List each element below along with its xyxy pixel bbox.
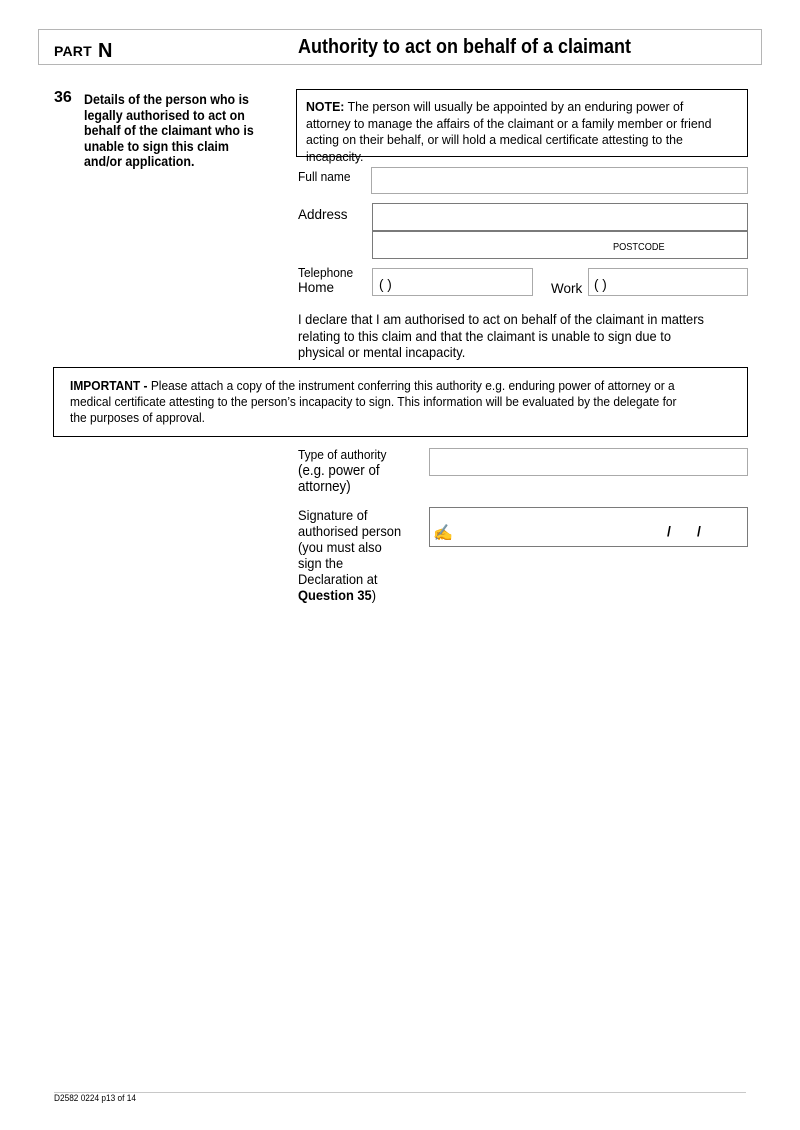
footer-divider: [54, 1092, 746, 1093]
declaration-text: I declare that I am authorised to act on behalf of the claimant in matters relating to this claim and that the claimant is unable to sign due to physical or mental incapacity.: [298, 311, 704, 360]
note-bold: NOTE:: [306, 99, 345, 114]
full-name-field[interactable]: [371, 167, 748, 194]
question-35-ref: Question 35: [298, 587, 372, 603]
question-text: Details of the person who is legally authorised to act on behalf of the claimant who is unable to sign this claim and/or application.: [84, 92, 254, 169]
home-phone-field[interactable]: [372, 268, 533, 296]
home-area-code-parens: ( ): [379, 277, 392, 292]
footer-code: D2582 0224 p13 of 14: [54, 1093, 136, 1103]
telephone-label: Telephone: [298, 265, 354, 280]
important-bold: IMPORTANT -: [70, 378, 148, 393]
work-area-code-parens: ( ): [594, 277, 607, 292]
work-phone-field[interactable]: [588, 268, 748, 296]
signature-label: Signature of authorised person (you must also sign the Declaration at Question 35): [298, 507, 402, 603]
part-label: PART N: [54, 40, 113, 62]
question-number: 36: [54, 89, 72, 106]
part-title: Authority to act on behalf of a claimant: [298, 36, 632, 58]
type-of-authority-label: Type of authority (e.g. power of attorney): [298, 447, 387, 495]
full-name-label: Full name: [298, 169, 351, 184]
address-label: Address: [298, 207, 348, 222]
address-line1-field[interactable]: [372, 203, 748, 231]
note-text: NOTE: The person will usually be appointed by an enduring power of attorney to manage the affairs of the claimant or a family member or friend acting on their behalf, or will hold a medical certificate attesting to the incapacity.: [306, 99, 712, 164]
type-of-authority-field[interactable]: [429, 448, 748, 476]
postcode-label: POSTCODE: [613, 242, 665, 253]
address-line2-field[interactable]: [372, 231, 748, 259]
home-label: Home: [298, 280, 335, 295]
part-letter: N: [97, 40, 113, 62]
important-text: IMPORTANT - Please attach a copy of the instrument conferring this authority e.g. enduring power of attorney or a medical certificate attesting to the person’s incapacity to sign. This information will be evaluated by the delegate for the purposes of approval.: [70, 378, 677, 425]
signature-pen-icon: ✍: [433, 525, 453, 542]
date-separator-2: /: [697, 523, 701, 539]
date-separator-1: /: [667, 523, 671, 539]
work-label: Work: [551, 281, 583, 296]
